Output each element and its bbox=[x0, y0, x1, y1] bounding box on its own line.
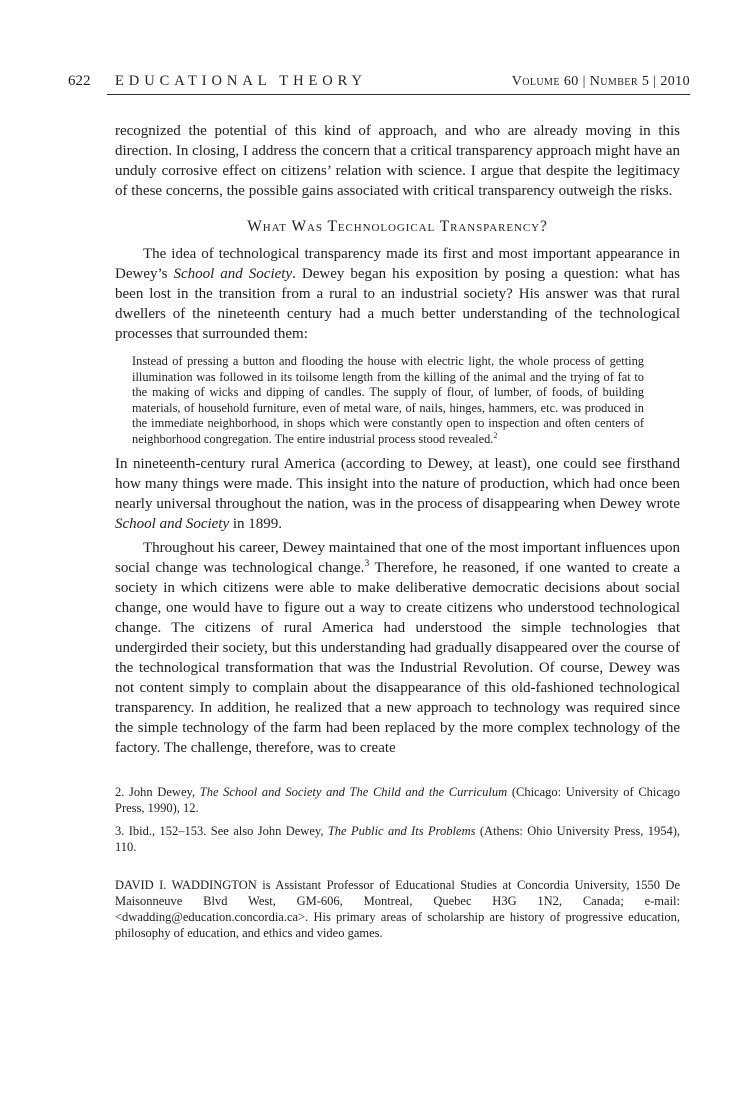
section-heading: What Was Technological Transparency? bbox=[247, 218, 548, 235]
page-number: 622 bbox=[68, 73, 91, 89]
text-segment: (Athens: Ohio University Press, 1954), 110. bbox=[115, 824, 681, 854]
text-segment: Throughout his career, Dewey maintained that one of the most important influences upon social change was technological change. bbox=[115, 540, 680, 576]
text-segment: In nineteenth-century rural America (according to Dewey, at least), one could see firsthand how many things were made. This insight into the nature of production, which had once been nearly universal throughout the nation, was in the process of disappearing when Dewey wrote bbox=[115, 456, 680, 512]
paragraph-rural-america bbox=[115, 454, 680, 534]
footnote-marker: 3 bbox=[364, 558, 370, 569]
article-body bbox=[115, 121, 680, 758]
paragraph-technological-change bbox=[115, 538, 680, 758]
footnotes-section bbox=[115, 784, 680, 941]
text-segment: (Chicago: University of Chicago Press, 1990), 12. bbox=[115, 785, 680, 815]
text-segment: The Public and Its Problems bbox=[327, 824, 476, 838]
paragraph-dewey-idea bbox=[115, 244, 680, 344]
text-segment: School and Society bbox=[115, 516, 230, 532]
text-segment: recognized the potential of this kind of approach, and who are already moving in this direction. In closing, I address the concern that a critical transparency approach might have an unduly corrosive effect on citizens’ relation with science. I argue that despite the legitimacy of these concerns, the possible gains associated with critical transparency outweigh the risks. bbox=[115, 123, 680, 199]
author-bio bbox=[115, 877, 680, 941]
text-segment: 2. John Dewey, bbox=[115, 785, 200, 799]
text-segment: Therefore, he reasoned, if one wanted to create a society in which citizens were able to make deliberative democratic decisions about social change, one would have to figure out a way to create citizens who understood technological change. The citizens of rural America had understood the simple technologies that undergirded their society, but this understanding had gradually disappeared over the course of the technological transformation that was the Industrial Revolution. Of course, Dewey was not content simply to complain about the disappearance of this old-fashioned technological transparency. In addition, he realized that a new approach to technology was required since the simple technology of the farm had been replaced by the more complex technology of the factory. The challenge, therefore, was to create bbox=[115, 560, 680, 756]
text-segment: The School and Society and The Child and the Curriculum bbox=[199, 785, 508, 799]
text-segment: School and Society bbox=[173, 266, 293, 282]
text-segment: Instead of pressing a button and flooding the house with electric light, the whole process of getting illumination was followed in its toilsome length from the killing of the animal and the trying of fat to the making of wicks and dipping of candles. The supply of flour, of lumber, of foods, of building materials, of household furniture, even of metal ware, of nails, hinges, hammers, etc. was produced in the immediate neighborhood, in shops which were constantly open to inspection and often centers of neighborhood congregation. The entire industrial process stood revealed. bbox=[132, 354, 644, 446]
text-segment: DAVID I. WADDINGTON is Assistant Professor of Educational Studies at Concordia University, 1550 De Maisonneuve Blvd West, GM-606, Montreal, Quebec H3G 1N2, Canada; e-mail: <dwadding@education.concordia.ca>. His primary areas of scholarship are history of progressive education, philosophy of education, and ethics and video games. bbox=[115, 878, 680, 940]
footnote-3 bbox=[115, 823, 680, 855]
text-segment: in 1899. bbox=[229, 516, 283, 532]
footnote-2 bbox=[115, 784, 680, 816]
paragraph-intro bbox=[115, 121, 680, 201]
text-segment: The idea of technological transparency made its first and most important appearance in Dewey’s bbox=[115, 246, 680, 282]
running-head bbox=[68, 73, 690, 90]
text-segment: 3. Ibid., 152–153. See also John Dewey, bbox=[115, 824, 328, 838]
page-header bbox=[68, 73, 690, 95]
text-segment: . Dewey began his exposition by posing a question: what has been lost in the transition from a rural to an industrial society? His answer was that rural dwellers of the nineteenth century had a much better understanding of the technological processes that surrounded them: bbox=[115, 266, 680, 342]
header-rule bbox=[107, 94, 690, 95]
footnote-marker: 2 bbox=[493, 430, 498, 440]
journal-title: EDUCATIONAL THEORY bbox=[115, 73, 367, 89]
volume-issue-info: Volume 60 | Number 5 | 2010 bbox=[511, 74, 690, 89]
block-quote-dewey bbox=[132, 354, 644, 447]
